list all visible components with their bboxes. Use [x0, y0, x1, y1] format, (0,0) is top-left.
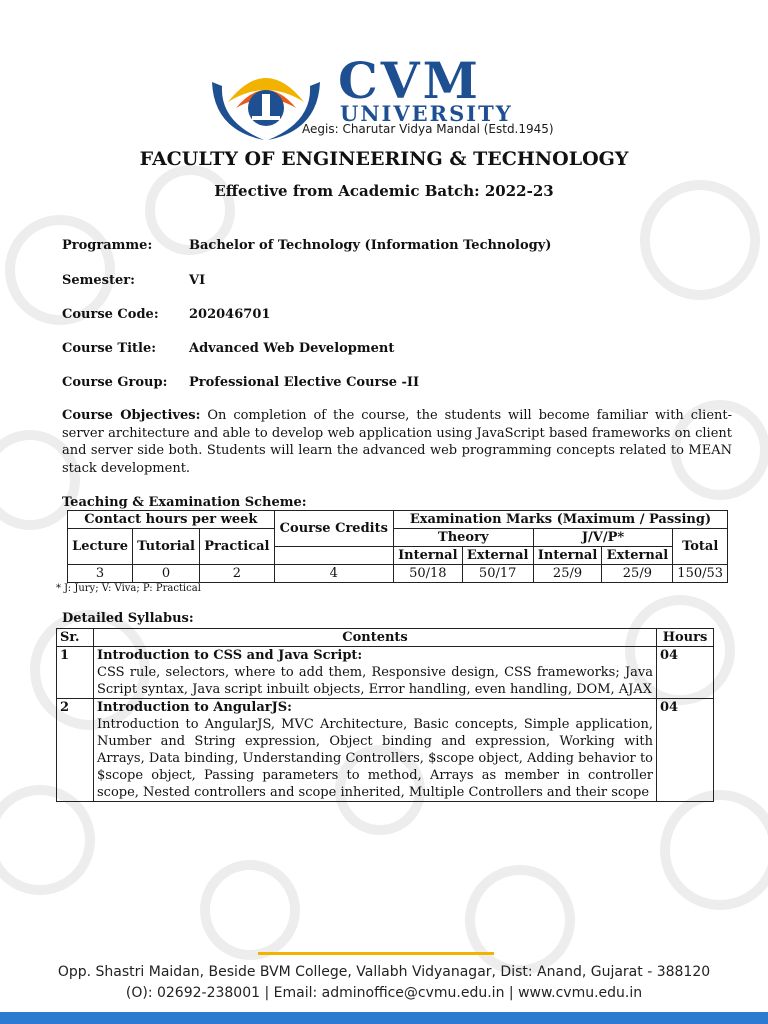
theory-internal-value: 50/18 — [393, 565, 462, 583]
brand-name: CVM — [338, 51, 481, 110]
info-label: Programme: — [62, 238, 153, 253]
info-label: Semester: — [62, 273, 135, 288]
theory-external-header: External — [462, 547, 533, 565]
theory-external-value: 50/17 — [462, 565, 533, 583]
academic-batch: Effective from Academic Batch: 2022-23 — [214, 182, 554, 200]
scheme-title: Teaching & Examination Scheme: — [62, 495, 307, 510]
table-row — [57, 647, 714, 699]
scheme-values-row — [68, 565, 728, 583]
credits-spacer — [274, 547, 393, 565]
hours-header: Hours — [657, 629, 714, 647]
lecture-header: Lecture — [68, 529, 133, 565]
tutorial-value: 0 — [133, 565, 200, 583]
syllabus-title: Detailed Syllabus: — [62, 611, 194, 626]
theory-header: Theory — [393, 529, 533, 547]
jvp-internal-value: 25/9 — [533, 565, 602, 583]
jvp-internal-header: Internal — [533, 547, 602, 565]
row-title: Introduction to AngularJS: — [97, 700, 292, 715]
brand-subtitle: UNIVERSITY — [340, 101, 513, 126]
info-value: 202046701 — [189, 307, 271, 322]
brand-aegis: Aegis: Charutar Vidya Mandal (Estd.1945) — [302, 122, 554, 136]
table-row — [57, 699, 714, 802]
total-header: Total — [673, 529, 728, 565]
row-title: Introduction to CSS and Java Script: — [97, 648, 363, 663]
contact-hours-header: Contact hours per week — [68, 511, 275, 529]
info-value: Advanced Web Development — [189, 341, 395, 356]
info-value: Bachelor of Technology (Information Technology) — [189, 238, 552, 253]
info-value: Professional Elective Course -II — [189, 375, 420, 390]
info-label: Course Code: — [62, 307, 159, 322]
syllabus-table — [56, 628, 714, 802]
row-contents — [94, 647, 657, 699]
total-value: 150/53 — [673, 565, 728, 583]
row-body: CSS rule, selectors, where to add them, Responsive design, CSS frameworks; Java Script syntax, Java script inbuilt objects, Error handling, even handling, DOM, AJAX — [97, 665, 653, 697]
row-contents — [94, 699, 657, 802]
footer-accent-line — [258, 952, 494, 955]
lecture-value: 3 — [68, 565, 133, 583]
faculty-title: FACULTY OF ENGINEERING & TECHNOLOGY — [139, 148, 629, 170]
info-label: Course Title: — [62, 341, 157, 356]
course-credits-header: Course Credits — [274, 511, 393, 547]
jvp-header: J/V/P* — [533, 529, 673, 547]
teaching-exam-scheme-table — [67, 510, 728, 583]
university-logo — [206, 51, 554, 144]
credits-value: 4 — [274, 565, 393, 583]
scheme-footnote: * J: Jury; V: Viva; P: Practical — [56, 583, 201, 594]
sr-header: Sr. — [57, 629, 94, 647]
info-label: Course Group: — [62, 375, 168, 390]
jvp-external-header: External — [602, 547, 673, 565]
footer-address: Opp. Shastri Maidan, Beside BVM College, Vallabh Vidyanagar, Dist: Anand, Gujarat - 388120 — [57, 964, 711, 980]
row-sr: 2 — [57, 699, 94, 802]
tutorial-header: Tutorial — [133, 529, 200, 565]
practical-header: Practical — [200, 529, 275, 565]
row-sr: 1 — [57, 647, 94, 699]
exam-marks-header: Examination Marks (Maximum / Passing) — [393, 511, 727, 529]
footer-contact: (O): 02692-238001 | Email: adminoffice@cvmu.edu.in | www.cvmu.edu.in — [125, 985, 643, 1001]
row-body: Introduction to AngularJS, MVC Architecture, Basic concepts, Simple application, Number and String expression, Object binding and expression, Working with Arrays, Data binding, Understanding Controllers, $scope object, Adding behavior to $scope object, Passing parameters to method, Arrays as member in controller scope, Nested controllers and scope inherited, Multiple Controllers and their scope — [97, 717, 653, 800]
jvp-external-value: 25/9 — [602, 565, 673, 583]
objectives-label: Course Objectives: — [62, 408, 201, 423]
objectives-text: On completion of the course, the students will become familiar with client-server architecture and able to develop web application using JavaScript based frameworks on client and server side both. Students will learn the advanced web programming concepts related to MEAN stack development. — [62, 408, 733, 476]
theory-internal-header: Internal — [393, 547, 462, 565]
contents-header: Contents — [94, 629, 657, 647]
course-objectives — [62, 407, 732, 477]
row-hours: 04 — [657, 647, 714, 699]
info-value: VI — [189, 273, 206, 288]
footer-bar — [0, 1012, 768, 1024]
practical-value: 2 — [200, 565, 275, 583]
row-hours: 04 — [657, 699, 714, 802]
